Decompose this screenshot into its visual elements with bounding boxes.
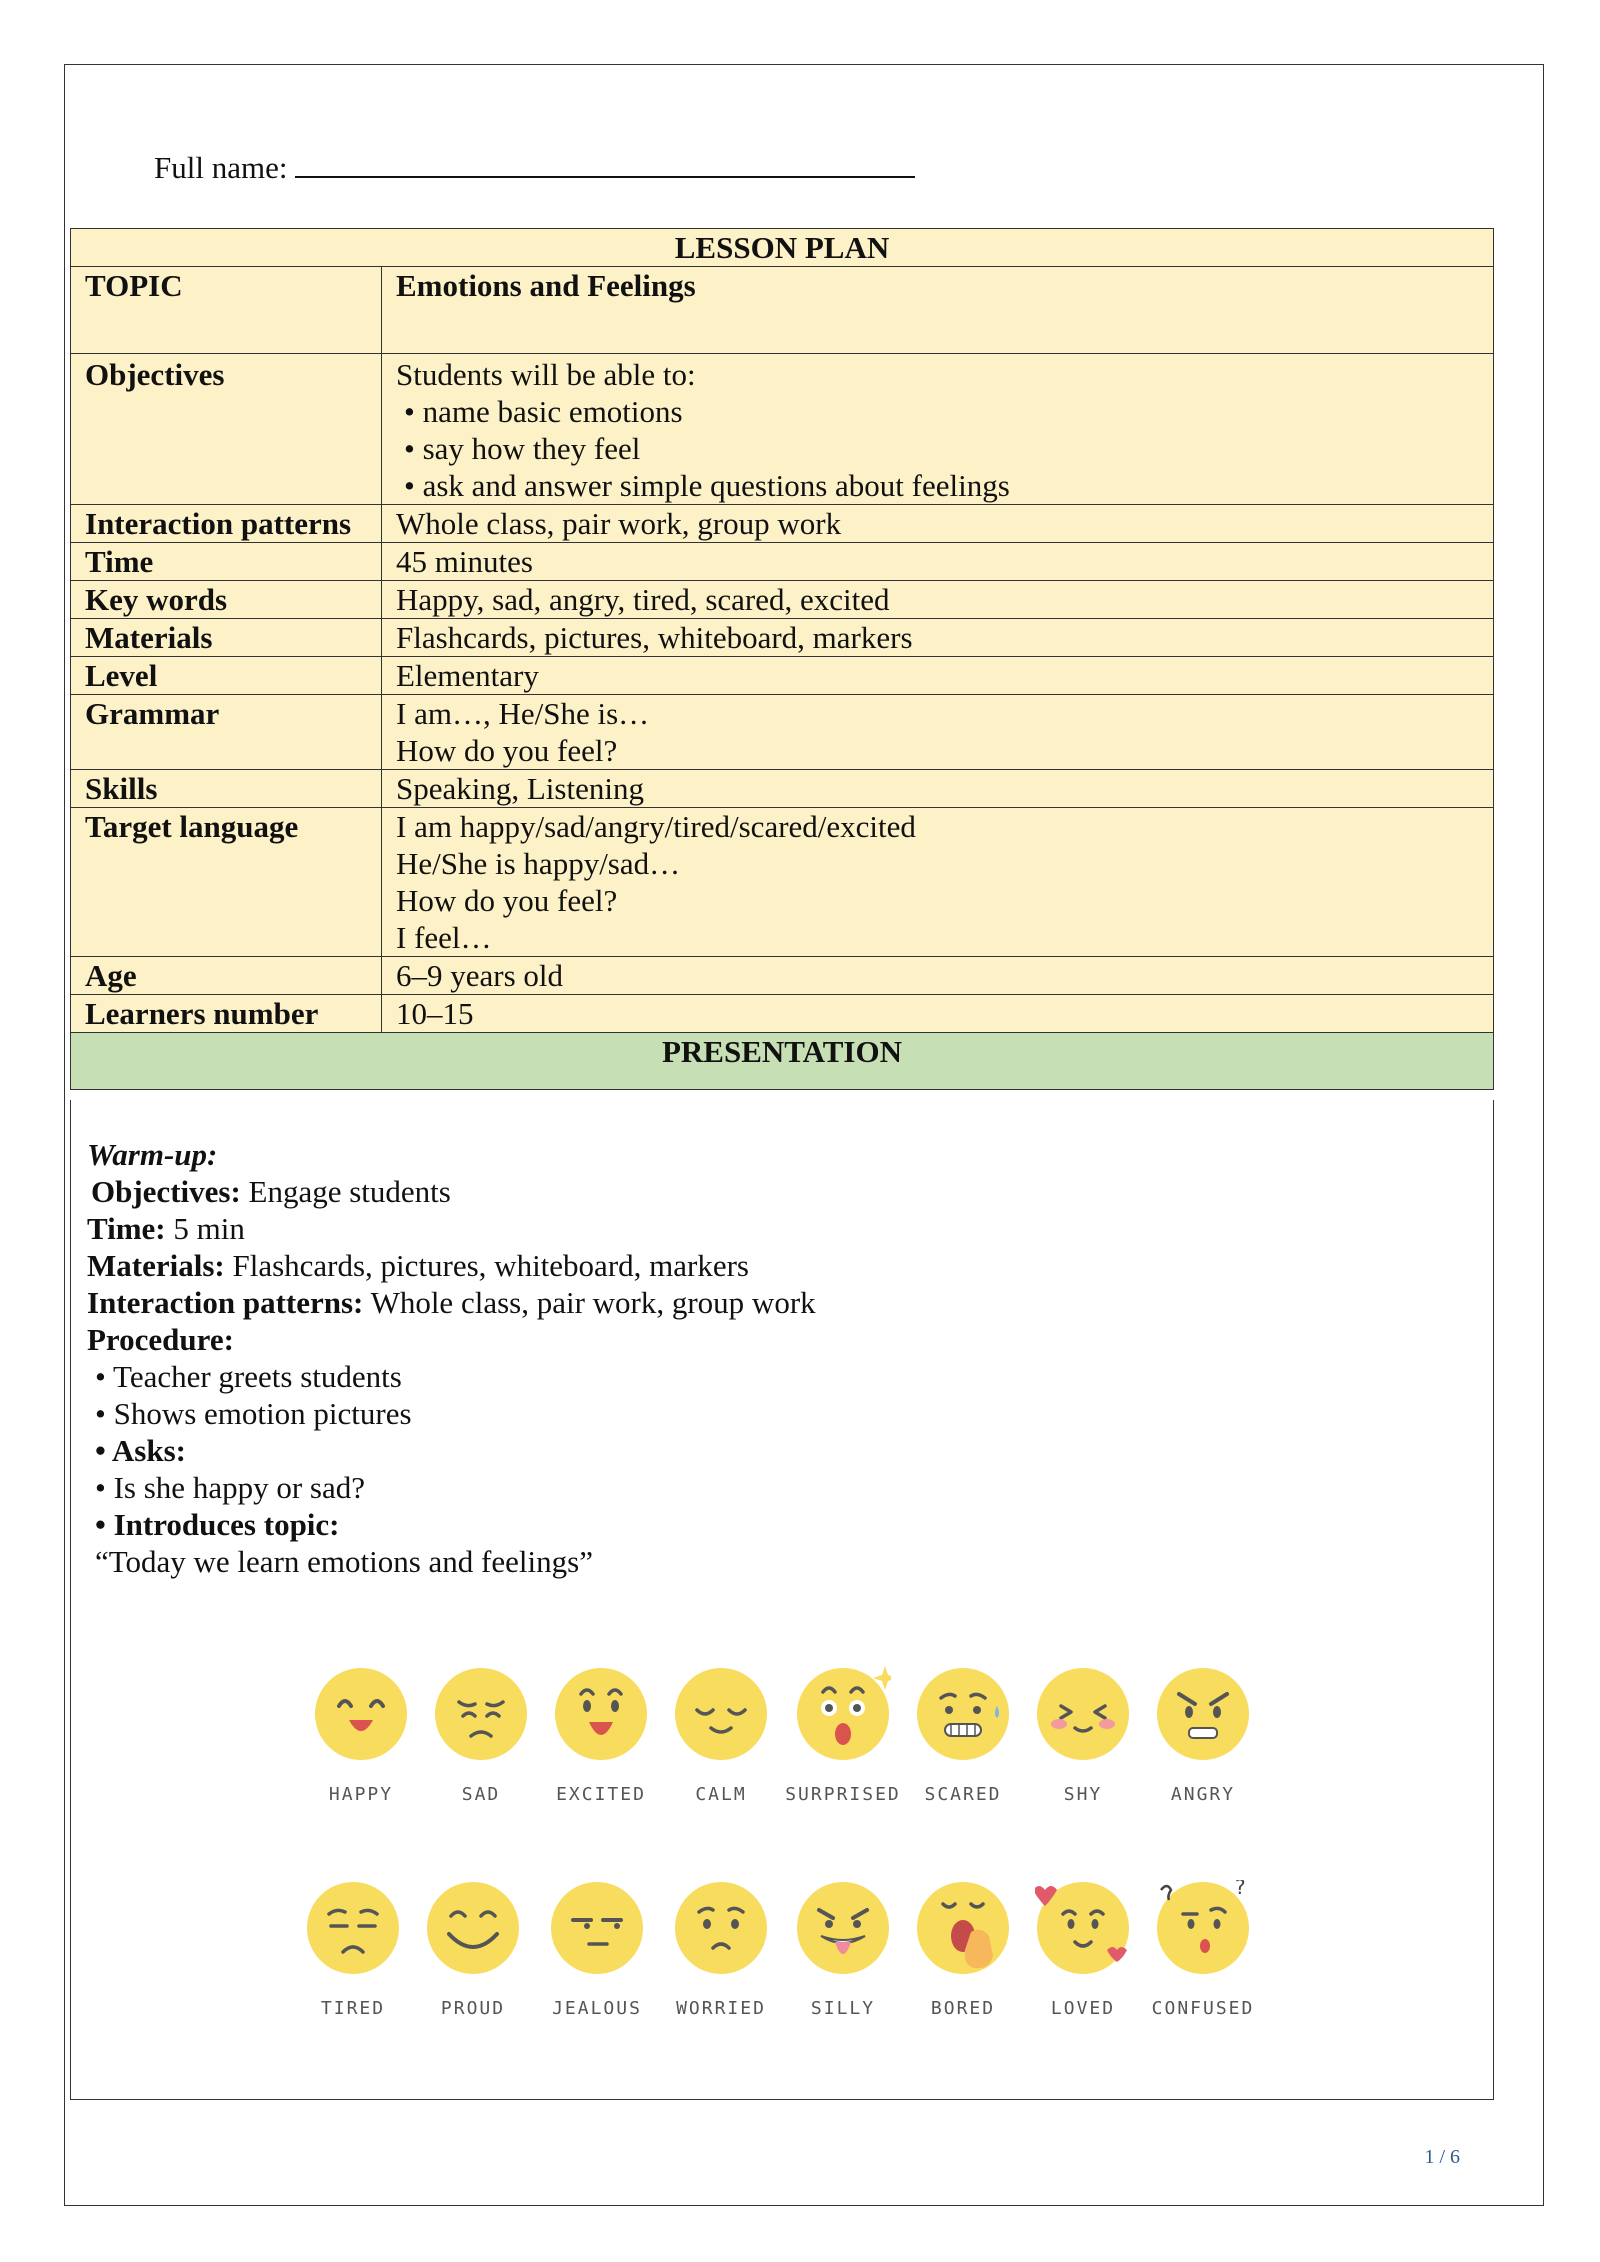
key-words-label: Key words: [71, 581, 382, 619]
emotion-label: CALM: [695, 1784, 747, 1805]
skills-value: Speaking, Listening: [382, 770, 1494, 808]
emotion-label: PROUD: [440, 1998, 506, 2019]
procedure-label: Procedure:: [87, 1322, 234, 1357]
sad-face-icon: [433, 1666, 529, 1762]
materials-label: Materials: [71, 619, 382, 657]
emoji-worried: [651, 1880, 791, 2019]
objectives-intro: Students will be able to:: [396, 357, 696, 392]
full-name-label: Full name:: [154, 150, 288, 185]
emotion-label: SILLY: [810, 1998, 876, 2019]
emotion-label: EXCITED: [556, 1784, 646, 1805]
warmup-interaction-value: Whole class, pair work, group work: [363, 1285, 816, 1320]
level-value: Elementary: [382, 657, 1494, 695]
introduces-label: • Introduces topic:: [95, 1507, 340, 1542]
page-number: 1 / 6: [1424, 2146, 1460, 2168]
asks-label: • Asks:: [95, 1433, 186, 1468]
target-language-row: [71, 808, 1494, 957]
confused-face-icon: [1155, 1880, 1251, 1976]
excited-face-icon: [553, 1666, 649, 1762]
emoji-tired: [283, 1880, 423, 2019]
jealous-face-icon: [549, 1880, 645, 1976]
emotion-label: WORRIED: [676, 1998, 766, 2019]
emotion-label: SCARED: [924, 1784, 1002, 1805]
emotion-label: SAD: [461, 1784, 501, 1805]
warmup-materials-value: Flashcards, pictures, whiteboard, markers: [224, 1248, 749, 1283]
warmup-objectives-value: Engage students: [240, 1174, 451, 1209]
topic-row: [71, 267, 1494, 354]
angry-face-icon: [1155, 1666, 1251, 1762]
materials-value: Flashcards, pictures, whiteboard, markers: [382, 619, 1494, 657]
key-words-row: [71, 581, 1494, 619]
level-row: [71, 657, 1494, 695]
emoji-bored: [893, 1880, 1033, 2019]
emoji-calm: [651, 1666, 791, 1805]
warmup-time-label: Time:: [87, 1211, 166, 1246]
emotion-label: ANGRY: [1170, 1784, 1236, 1805]
grammar-value: [382, 695, 1494, 770]
emotion-label: LOVED: [1050, 1998, 1116, 2019]
emoji-shy: [1013, 1666, 1153, 1805]
bored-face-icon: [915, 1880, 1011, 1976]
level-label: Level: [71, 657, 382, 695]
emoji-jealous: [527, 1880, 667, 2019]
objectives-label: Objectives: [71, 354, 382, 505]
skills-label: Skills: [71, 770, 382, 808]
warmup-section: [70, 1100, 1494, 2100]
target-language-label: Target language: [71, 808, 382, 957]
emotion-label: TIRED: [320, 1998, 386, 2019]
emoji-angry: [1133, 1666, 1273, 1805]
emotion-label: CONFUSED: [1151, 1998, 1255, 2019]
learners-row: [71, 995, 1494, 1033]
emoji-confused: [1133, 1880, 1273, 2019]
emoji-scared: [893, 1666, 1033, 1805]
learners-value: 10–15: [382, 995, 1494, 1033]
surprised-face-icon: [795, 1666, 891, 1762]
target-line: He/She is happy/sad…: [396, 846, 681, 881]
lesson-plan-title: LESSON PLAN: [71, 229, 1494, 267]
calm-face-icon: [673, 1666, 769, 1762]
target-language-value: [382, 808, 1494, 957]
emotion-label: JEALOUS: [552, 1998, 642, 2019]
warmup-materials-label: Materials:: [87, 1248, 225, 1283]
grammar-label: Grammar: [71, 695, 382, 770]
emoji-silly: [773, 1880, 913, 2019]
key-words-value: Happy, sad, angry, tired, scared, excited: [382, 581, 1494, 619]
emotion-faces-grid: [71, 1100, 1493, 2099]
target-line: How do you feel?: [396, 883, 618, 918]
worried-face-icon: [673, 1880, 769, 1976]
presentation-heading: PRESENTATION: [71, 1033, 1494, 1090]
objective-item: • ask and answer simple questions about feelings: [404, 468, 1010, 503]
shy-face-icon: [1035, 1666, 1131, 1762]
time-label: Time: [71, 543, 382, 581]
topic-quote: “Today we learn emotions and feelings”: [95, 1544, 593, 1579]
grammar-row: [71, 695, 1494, 770]
interaction-value: Whole class, pair work, group work: [382, 505, 1494, 543]
tired-face-icon: [305, 1880, 401, 1976]
scared-face-icon: [915, 1666, 1011, 1762]
interaction-label: Interaction patterns: [71, 505, 382, 543]
svg-text:?: ?: [1235, 1880, 1246, 1899]
emotion-label: HAPPY: [328, 1784, 394, 1805]
age-value: 6–9 years old: [382, 957, 1494, 995]
emotion-label: BORED: [930, 1998, 996, 2019]
emoji-happy: [291, 1666, 431, 1805]
emoji-loved: [1013, 1880, 1153, 2019]
topic-value: Emotions and Feelings: [382, 267, 1494, 354]
emoji-proud: [403, 1880, 543, 2019]
target-line: I am happy/sad/angry/tired/scared/excited: [396, 809, 916, 844]
emoji-surprised: [773, 1666, 913, 1805]
objective-item: • say how they feel: [404, 431, 641, 466]
warmup-interaction-label: Interaction patterns:: [87, 1285, 364, 1320]
emoji-sad: [411, 1666, 551, 1805]
silly-face-icon: [795, 1880, 891, 1976]
skills-row: [71, 770, 1494, 808]
lesson-plan-table: [70, 228, 1494, 1090]
age-row: [71, 957, 1494, 995]
topic-label: TOPIC: [71, 267, 382, 354]
full-name-field: [154, 150, 915, 186]
time-row: [71, 543, 1494, 581]
objective-item: • name basic emotions: [404, 394, 683, 429]
learners-label: Learners number: [71, 995, 382, 1033]
grammar-line: I am…, He/She is…: [396, 696, 650, 731]
procedure-step: • Teacher greets students: [95, 1359, 402, 1394]
objectives-row: [71, 354, 1494, 505]
objectives-value: [382, 354, 1494, 505]
emoji-excited: [531, 1666, 671, 1805]
ask-question: • Is she happy or sad?: [95, 1470, 365, 1505]
warmup-objectives-label: Objectives:: [91, 1174, 241, 1209]
full-name-blank-line[interactable]: [295, 150, 915, 178]
happy-face-icon: [313, 1666, 409, 1762]
emotion-label: SURPRISED: [785, 1784, 901, 1805]
materials-row: [71, 619, 1494, 657]
target-line: I feel…: [396, 920, 492, 955]
proud-face-icon: [425, 1880, 521, 1976]
grammar-line: How do you feel?: [396, 733, 618, 768]
procedure-step: • Shows emotion pictures: [95, 1396, 412, 1431]
interaction-row: [71, 505, 1494, 543]
time-value: 45 minutes: [382, 543, 1494, 581]
age-label: Age: [71, 957, 382, 995]
emotion-label: SHY: [1063, 1784, 1103, 1805]
warmup-heading: Warm-up:: [87, 1137, 218, 1172]
warmup-time-value: 5 min: [165, 1211, 245, 1246]
loved-face-icon: [1035, 1880, 1131, 1976]
